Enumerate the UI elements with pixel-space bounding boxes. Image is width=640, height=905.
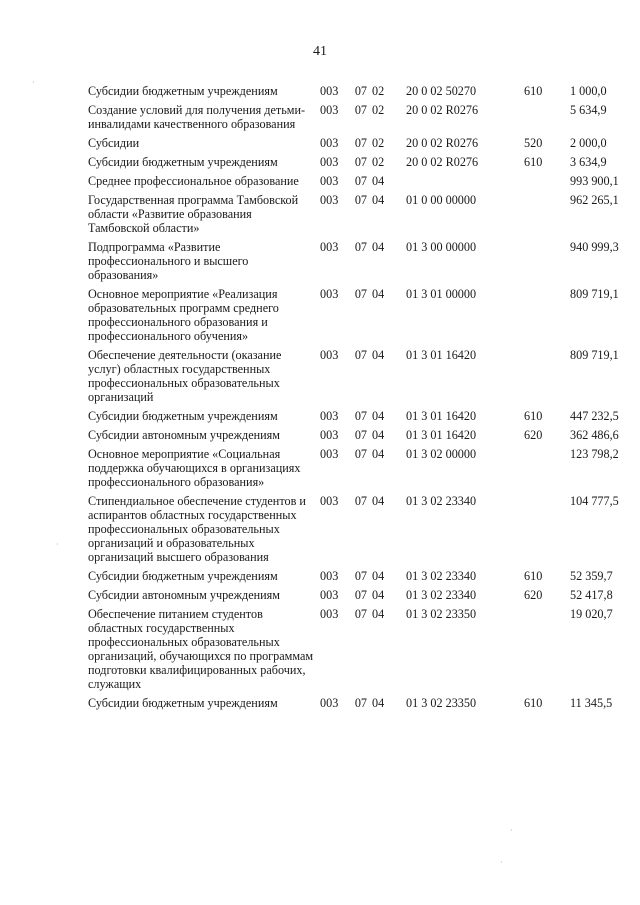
row-grbs-code: 003	[320, 447, 339, 461]
row-amount: 11 345,5	[570, 696, 613, 710]
row-section-code: 07	[354, 494, 367, 508]
row-amount: 940 999,3	[570, 240, 619, 254]
row-name: Субсидии бюджетным учреждениям	[88, 155, 278, 169]
row-grbs-code: 003	[320, 84, 339, 98]
row-target-article-code: 01 3 02 23350	[406, 607, 477, 621]
row-grbs-code: 003	[320, 155, 339, 169]
table-row	[88, 136, 600, 155]
row-expense-type-code	[524, 607, 570, 696]
row-expense-type-code	[524, 287, 570, 348]
row-expense-type-code: 610	[524, 155, 543, 169]
row-target-article-code: 01 3 00 00000	[406, 240, 477, 254]
table-row	[88, 494, 600, 569]
row-section-code: 07	[354, 240, 367, 254]
scan-speck: ·	[500, 858, 503, 867]
row-name: Субсидии бюджетным учреждениям	[88, 84, 278, 98]
row-grbs-code: 003	[320, 569, 339, 583]
row-subsection-code: 02	[372, 103, 385, 117]
row-grbs-code: 003	[320, 240, 339, 254]
row-name: Обеспечение питанием студентов областных государственных профессиональных образовательных организаций, обучающихся по программам подготовки квалифицированных рабочих, служащих	[88, 607, 314, 691]
row-expense-type-code: 610	[524, 696, 543, 710]
table-row	[88, 193, 600, 240]
row-section-code: 07	[354, 174, 367, 188]
row-grbs-code: 003	[320, 348, 339, 362]
row-section-code: 07	[354, 607, 367, 621]
row-amount: 1 000,0	[570, 84, 607, 98]
row-subsection-code: 04	[372, 348, 385, 362]
row-name: Подпрограмма «Развитие профессионального и высшего образования»	[88, 240, 249, 282]
row-name: Основное мероприятие «Реализация образовательных программ среднего профессионального образования и профессионального обучения»	[88, 287, 279, 343]
table-row	[88, 155, 600, 174]
row-target-article-code: 01 3 01 16420	[406, 428, 477, 442]
row-amount: 2 000,0	[570, 136, 607, 150]
row-expense-type-code: 520	[524, 136, 543, 150]
row-expense-type-code	[524, 103, 570, 136]
row-section-code: 07	[354, 84, 367, 98]
row-target-article-code: 20 0 02 50270	[406, 84, 477, 98]
row-amount: 809 719,1	[570, 287, 619, 301]
scan-speck: ·	[32, 78, 35, 87]
row-target-article-code: 01 3 02 23340	[406, 569, 477, 583]
row-amount: 104 777,5	[570, 494, 619, 508]
row-grbs-code: 003	[320, 409, 339, 423]
row-amount: 52 417,8	[570, 588, 613, 602]
row-amount: 52 359,7	[570, 569, 613, 583]
row-section-code: 07	[354, 428, 367, 442]
row-name: Государственная программа Тамбовской области «Развитие образования Тамбовской области»	[88, 193, 299, 235]
row-subsection-code: 04	[372, 588, 385, 602]
row-target-article-code: 20 0 02 R0276	[406, 155, 479, 169]
row-name: Субсидии автономным учреждениям	[88, 428, 280, 442]
row-amount: 19 020,7	[570, 607, 613, 621]
row-section-code: 07	[354, 103, 367, 117]
row-subsection-code: 04	[372, 494, 385, 508]
row-name: Субсидии бюджетным учреждениям	[88, 569, 278, 583]
row-section-code: 07	[354, 136, 367, 150]
row-amount: 962 265,1	[570, 193, 619, 207]
row-amount: 993 900,1	[570, 174, 619, 188]
row-subsection-code: 02	[372, 155, 385, 169]
table-row	[88, 174, 600, 193]
budget-table	[88, 84, 619, 715]
row-subsection-code: 04	[372, 428, 385, 442]
row-expense-type-code	[524, 447, 570, 494]
row-target-article-code: 01 3 01 00000	[406, 287, 477, 301]
row-expense-type-code: 610	[524, 409, 543, 423]
row-expense-type-code	[524, 240, 570, 287]
row-name: Субсидии бюджетным учреждениям	[88, 696, 278, 710]
row-expense-type-code	[524, 494, 570, 569]
row-target-article-code: 01 3 01 16420	[406, 409, 477, 423]
row-grbs-code: 003	[320, 136, 339, 150]
row-section-code: 07	[354, 348, 367, 362]
row-subsection-code: 02	[372, 136, 385, 150]
row-target-article-code: 01 3 02 23340	[406, 588, 477, 602]
table-row	[88, 607, 600, 696]
row-amount: 809 719,1	[570, 348, 619, 362]
row-expense-type-code: 610	[524, 84, 543, 98]
row-name: Субсидии автономным учреждениям	[88, 588, 280, 602]
row-name: Стипендиальное обеспечение студентов и аспирантов областных государственных профессиональных образовательных организаций и образовательных организаций высшего образования	[88, 494, 306, 564]
row-subsection-code: 04	[372, 287, 385, 301]
row-section-code: 07	[354, 193, 367, 207]
row-amount: 5 634,9	[570, 103, 607, 117]
scan-speck: ·	[510, 826, 513, 835]
row-name: Обеспечение деятельности (оказание услуг) областных государственных профессиональных образовательных организаций	[88, 348, 282, 404]
row-expense-type-code: 620	[524, 428, 543, 442]
row-section-code: 07	[354, 588, 367, 602]
table-row	[88, 84, 600, 103]
row-amount: 447 232,5	[570, 409, 619, 423]
row-target-article-code: 20 0 02 R0276	[406, 136, 479, 150]
table-row	[88, 447, 600, 494]
scan-speck: ·	[56, 540, 59, 549]
table-row	[88, 240, 600, 287]
row-amount: 123 798,2	[570, 447, 619, 461]
row-expense-type-code	[524, 174, 570, 193]
table-row	[88, 696, 600, 715]
row-grbs-code: 003	[320, 193, 339, 207]
row-amount: 362 486,6	[570, 428, 619, 442]
page-number: 41	[313, 44, 327, 59]
table-row	[88, 569, 600, 588]
table-row	[88, 287, 600, 348]
row-grbs-code: 003	[320, 607, 339, 621]
row-target-article-code: 20 0 02 R0276	[406, 103, 479, 117]
row-section-code: 07	[354, 409, 367, 423]
row-section-code: 07	[354, 155, 367, 169]
row-section-code: 07	[354, 569, 367, 583]
table-row	[88, 348, 600, 409]
row-target-article-code: 01 3 02 00000	[406, 447, 477, 461]
row-amount: 3 634,9	[570, 155, 607, 169]
table-row	[88, 103, 600, 136]
row-grbs-code: 003	[320, 174, 339, 188]
row-subsection-code: 04	[372, 569, 385, 583]
row-grbs-code: 003	[320, 287, 339, 301]
row-target-article-code: 01 3 02 23350	[406, 696, 477, 710]
row-target-article-code: 01 3 01 16420	[406, 348, 477, 362]
row-name: Создание условий для получения детьми-инвалидами качественного образования	[88, 103, 306, 131]
row-grbs-code: 003	[320, 588, 339, 602]
row-subsection-code: 04	[372, 240, 385, 254]
row-target-article-code: 01 0 00 00000	[406, 193, 477, 207]
row-subsection-code: 04	[372, 409, 385, 423]
row-subsection-code: 04	[372, 193, 385, 207]
row-target-article-code	[406, 174, 524, 193]
row-name: Основное мероприятие «Социальная поддержка обучающихся в организациях профессионального образования»	[88, 447, 301, 489]
row-grbs-code: 003	[320, 103, 339, 117]
row-name: Субсидии бюджетным учреждениям	[88, 409, 278, 423]
row-expense-type-code	[524, 193, 570, 240]
row-grbs-code: 003	[320, 696, 339, 710]
table-row	[88, 409, 600, 428]
row-subsection-code: 04	[372, 174, 385, 188]
row-subsection-code: 02	[372, 84, 385, 98]
table-row	[88, 428, 600, 447]
row-name: Среднее профессиональное образование	[88, 174, 299, 188]
row-grbs-code: 003	[320, 428, 339, 442]
row-expense-type-code	[524, 348, 570, 409]
row-subsection-code: 04	[372, 607, 385, 621]
row-expense-type-code: 620	[524, 588, 543, 602]
row-grbs-code: 003	[320, 494, 339, 508]
row-subsection-code: 04	[372, 447, 385, 461]
table-row	[88, 588, 600, 607]
row-name: Субсидии	[88, 136, 140, 150]
row-subsection-code: 04	[372, 696, 385, 710]
row-section-code: 07	[354, 447, 367, 461]
row-expense-type-code: 610	[524, 569, 543, 583]
row-section-code: 07	[354, 287, 367, 301]
row-target-article-code: 01 3 02 23340	[406, 494, 477, 508]
row-section-code: 07	[354, 696, 367, 710]
